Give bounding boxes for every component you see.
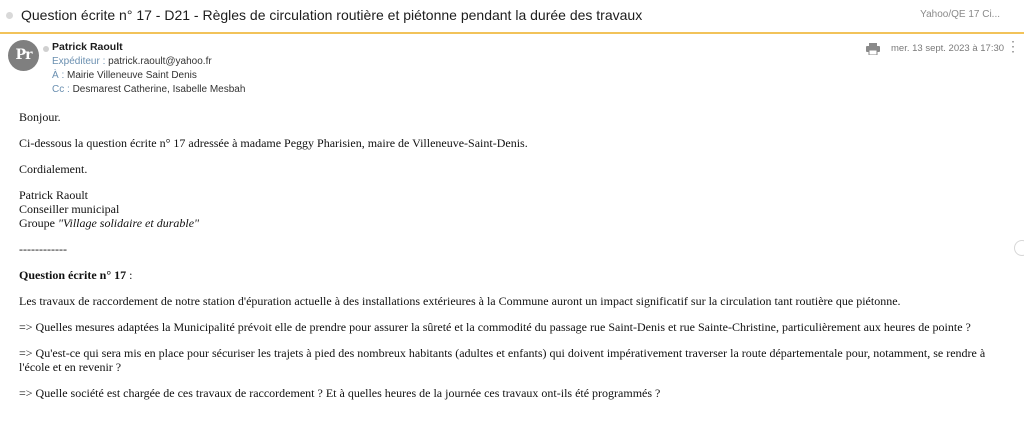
paragraph-question-2: => Qu'est-ce qui sera mis en place pour sécuriser les trajets à pied des nombreux habitants (adultes et enfants) qui doivent impérativement traverser la route départementale pour, notamment, se rendre à l'école et en revenir ?	[19, 346, 986, 374]
from-line	[52, 56, 212, 67]
cc-line	[52, 84, 245, 95]
to-line	[52, 70, 197, 81]
signature-group-name: "Village solidaire et durable"	[58, 216, 200, 230]
from-value[interactable]: patrick.raoult@yahoo.fr	[108, 56, 212, 67]
side-scroll-button[interactable]	[1014, 240, 1024, 256]
message-body	[19, 110, 1009, 400]
closing: Cordialement.	[19, 162, 88, 176]
signature-group	[19, 216, 1009, 230]
signature-role: Conseiller municipal	[19, 202, 120, 216]
signature-group-prefix: Groupe	[19, 216, 58, 230]
cc-value[interactable]: Desmarest Catherine, Isabelle Mesbah	[72, 84, 246, 95]
sender-name[interactable]: Patrick Raoult	[52, 41, 123, 53]
intro-paragraph: Ci-dessous la question écrite n° 17 adressée à madame Peggy Pharisien, maire de Villeneuve-Saint-Denis.	[19, 136, 528, 150]
print-icon[interactable]	[866, 43, 880, 55]
status-dot	[43, 46, 49, 52]
message-subject: Question écrite n° 17 - D21 - Règles de circulation routière et piétonne pendant la durée des travaux	[21, 7, 643, 23]
question-title-suffix: :	[126, 268, 133, 282]
message-date: mer. 13 sept. 2023 à 17:30	[891, 43, 1005, 54]
question-title: Question écrite n° 17	[19, 268, 127, 282]
avatar[interactable]: Pr	[8, 40, 39, 71]
question-heading	[19, 268, 1009, 282]
separator: ------------	[19, 242, 67, 256]
message-header	[0, 0, 1024, 34]
more-options-icon[interactable]: ⋮	[1006, 38, 1020, 54]
paragraph-question-1: => Quelles mesures adaptées la Municipalité prévoit elle de prendre pour assurer la sûreté et la commodité du passage rue Saint-Denis et rue Sainte-Christine, particulièrement aux heures de pointe ?	[19, 320, 971, 334]
folder-label[interactable]: Yahoo/QE 17 Ci...	[920, 9, 1000, 20]
cc-label: Cc :	[52, 84, 70, 95]
to-value[interactable]: Mairie Villeneuve Saint Denis	[67, 70, 197, 81]
signature-name: Patrick Raoult	[19, 188, 88, 202]
to-label: À :	[52, 70, 65, 81]
paragraph-question-3: => Quelle société est chargée de ces travaux de raccordement ? Et à quelles heures de la journée ces travaux ont-ils été programmés ?	[19, 386, 661, 400]
unread-dot	[6, 12, 13, 19]
paragraph-context: Les travaux de raccordement de notre station d'épuration actuelle à des installations extérieures à la Commune auront un impact significatif sur la circulation tant routière que piétonne.	[19, 294, 901, 308]
greeting: Bonjour.	[19, 110, 61, 124]
from-label: Expéditeur :	[52, 56, 106, 67]
